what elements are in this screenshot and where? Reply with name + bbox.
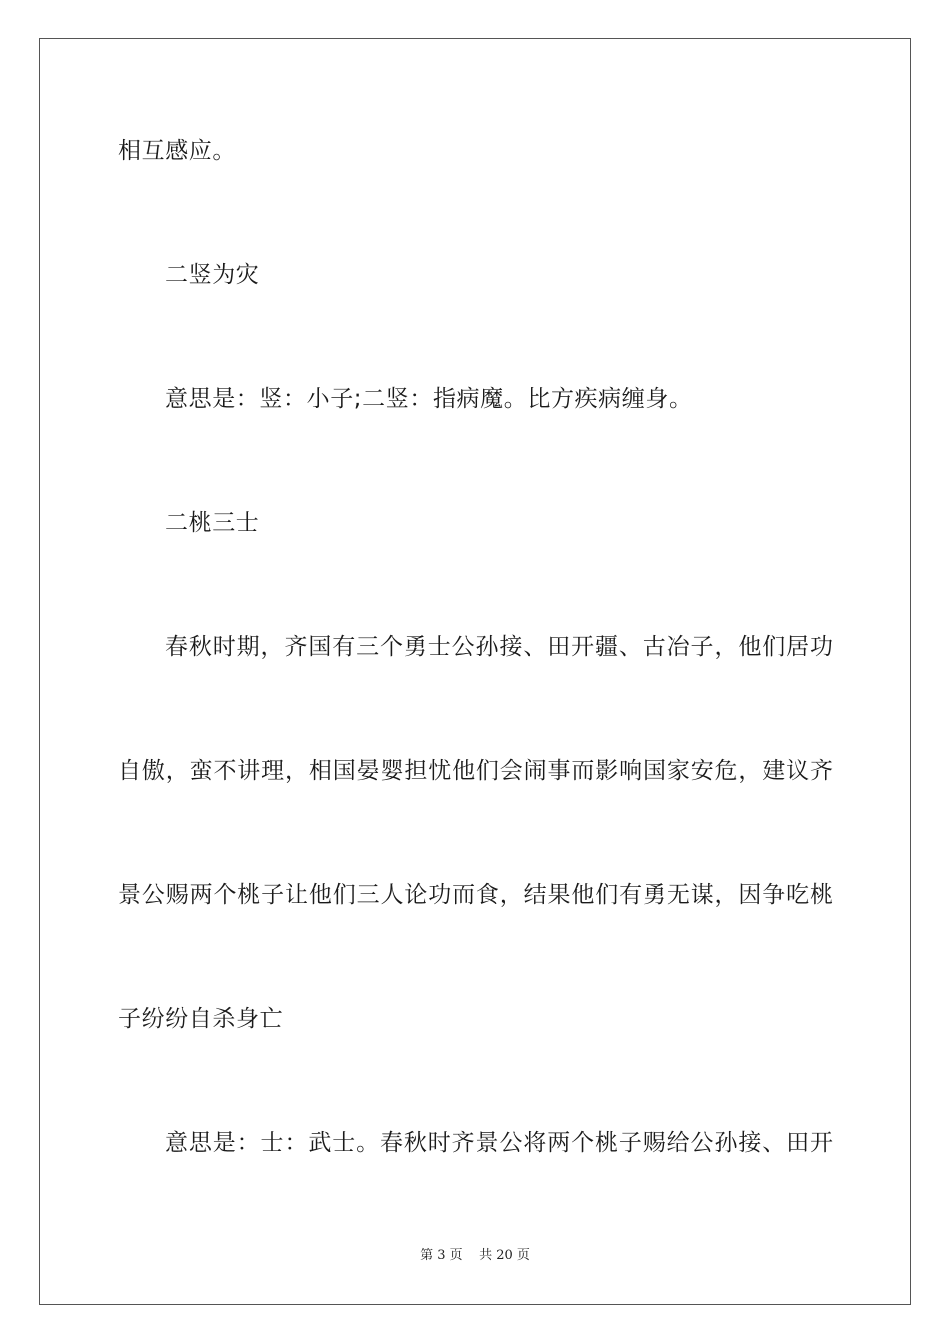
idiom-heading-er-tao-san-shi: 二桃三士 (165, 510, 260, 536)
page-border (39, 38, 911, 1305)
text-line-1: 相互感应。 (118, 138, 236, 164)
text-line-5: 春秋时期，齐国有三个勇士公孙接、田开疆、古冶子，他们居功 (165, 634, 833, 660)
text-line-8: 子纷纷自杀身亡 (118, 1006, 284, 1032)
page-number-footer: 第 3 页 共 20 页 (420, 1248, 530, 1263)
idiom-heading-er-shu-wei-zai: 二竖为灾 (165, 262, 260, 288)
text-line-3: 意思是：竖：小子;二竖：指病魔。比方疾病缠身。 (165, 386, 693, 412)
text-line-7: 景公赐两个桃子让他们三人论功而食，结果他们有勇无谋，因争吃桃 (118, 882, 833, 908)
text-line-9: 意思是：士：武士。春秋时齐景公将两个桃子赐给公孙接、田开 (165, 1130, 833, 1156)
text-line-6: 自傲，蛮不讲理，相国晏婴担忧他们会闹事而影响国家安危，建议齐 (118, 758, 833, 784)
